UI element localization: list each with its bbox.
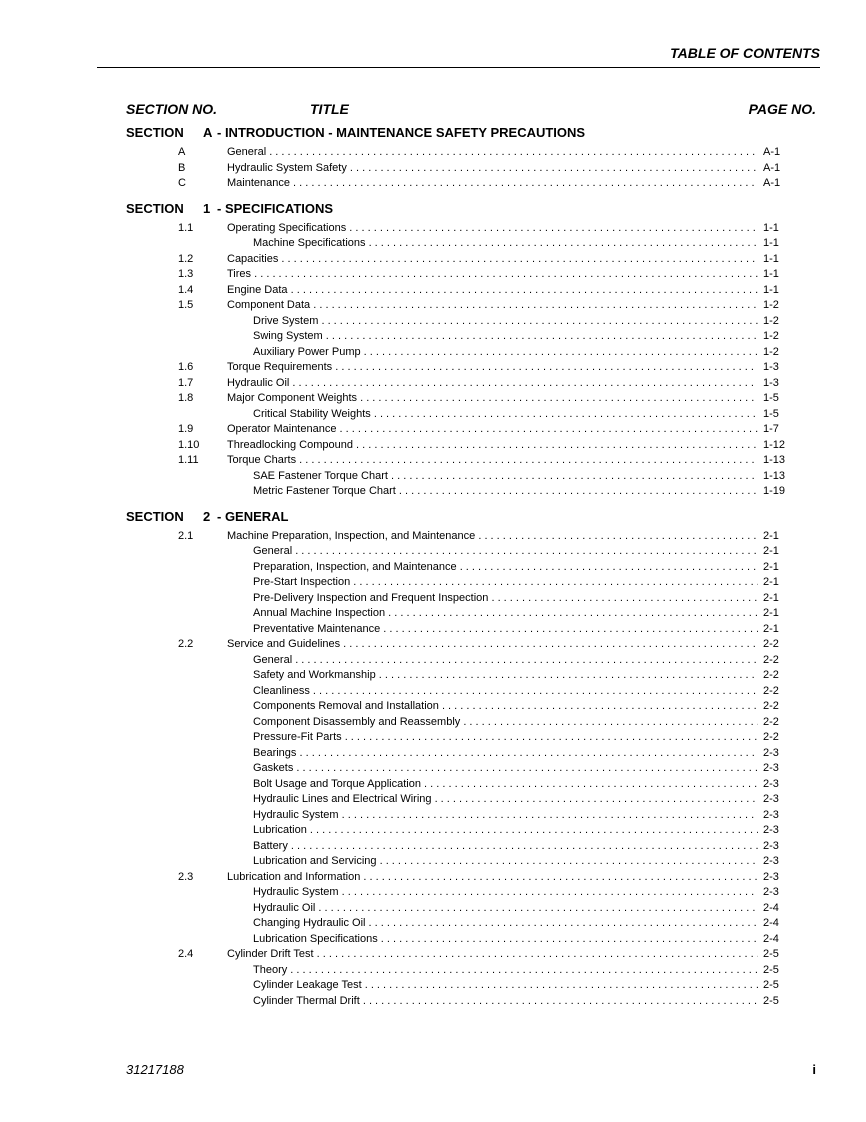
entry-page: 1-1 [763,268,779,280]
toc-entry[interactable] [0,699,866,715]
toc-entry[interactable] [0,438,866,454]
entry-title: Bearings . . . [253,747,758,759]
toc-entry[interactable] [0,761,866,777]
toc-entry[interactable] [0,453,866,469]
toc-entry[interactable] [0,161,866,177]
toc-entry[interactable] [0,963,866,979]
toc-entry[interactable] [0,314,866,330]
entry-page: 2-2 [763,638,779,650]
entry-page: A-1 [763,177,781,189]
entry-title: Engine Data . . . [227,284,758,296]
entry-number: 2.1 [178,529,194,542]
entry-title: General . . . [253,654,758,666]
entry-page: 2-2 [763,669,779,681]
entry-page: 2-5 [763,979,779,991]
entry-page: 1-3 [763,361,779,373]
entry-title: SAE Fastener Torque Chart . . . [253,470,758,482]
entry-number: 1.4 [178,283,194,296]
entry-title: Component Disassembly and Reassembly . . . [253,716,758,728]
entry-number: 2.3 [178,870,194,883]
entry-title: Annual Machine Inspection . . . [253,607,758,619]
toc-entry[interactable] [0,345,866,361]
entry-title: Hydraulic Oil . . . [253,902,758,914]
entry-title: Cylinder Leakage Test . . . [253,979,758,991]
entry-title: Hydraulic System . . . [253,886,758,898]
entry-title: Machine Preparation, Inspection, and Maintenance . . . [227,530,758,542]
entry-title: Battery . . . [253,840,758,852]
toc-entry[interactable] [0,469,866,485]
entry-number: 1.6 [178,361,194,373]
entry-page: 2-2 [763,684,779,697]
toc-entry[interactable] [0,145,866,161]
toc-entry[interactable] [0,947,866,963]
toc-entry[interactable] [0,606,866,622]
toc-entry[interactable] [0,994,866,1010]
toc-entry-list [0,145,866,192]
toc-entry[interactable] [0,730,866,746]
entry-page: 1-13 [763,469,786,482]
entry-page: 1-1 [763,237,779,249]
entry-number: B [178,161,186,174]
entry-number: 1.1 [178,221,194,234]
toc-entry[interactable] [0,932,866,948]
section-label: 1 [203,200,211,216]
column-header-section-no: SECTION NO. [126,101,218,117]
page-header-title: TABLE OF CONTENTS [670,45,820,61]
toc-entry[interactable] [0,715,866,731]
entry-page: 2-4 [763,932,779,945]
toc-entry[interactable] [0,653,866,669]
entry-title: Lubrication and Information . . . [227,871,758,883]
entry-title: Lubrication Specifications . . . [253,933,758,945]
entry-number: 1.5 [178,299,194,311]
toc-entry[interactable] [0,684,866,700]
toc-entry[interactable] [0,808,866,824]
toc-entry[interactable] [0,901,866,917]
entry-page: 2-3 [763,793,779,805]
toc-entry[interactable] [0,221,866,237]
section-title: - INTRODUCTION - MAINTENANCE SAFETY PRECAUTIONS [217,125,586,140]
page-number: i [812,1062,816,1077]
entry-page: 2-4 [763,917,779,929]
section-heading [0,198,866,218]
entry-title: Metric Fastener Torque Chart . . . [253,485,758,497]
entry-title: Changing Hydraulic Oil . . . [253,917,758,929]
column-header-title: TITLE [310,101,349,117]
entry-page: 2-3 [763,886,779,898]
entry-title: General . . . [227,146,758,158]
entry-title: Service and Guidelines . . . [227,638,758,650]
entry-page: 2-4 [763,901,779,914]
toc-entry[interactable] [0,407,866,423]
entry-title: Machine Specifications . . . [253,237,758,249]
entry-page: 2-1 [763,622,779,635]
toc-entry[interactable] [0,283,866,299]
toc-entry[interactable] [0,329,866,345]
entry-page: 1-5 [763,392,779,404]
entry-title: Preventative Maintenance . . . [253,623,758,635]
entry-title: Hydraulic System . . . [253,809,758,821]
entry-page: 2-3 [763,808,779,821]
entry-title: Component Data . . . [227,299,758,311]
entry-title: Hydraulic Lines and Electrical Wiring . . . [253,793,758,805]
entry-page: 2-5 [763,948,779,960]
toc-entry[interactable] [0,560,866,576]
entry-title: Hydraulic System Safety . . . [227,162,758,174]
entry-title: Threadlocking Compound . . . [227,439,758,451]
entry-page: 2-1 [763,545,779,557]
entry-title: Major Component Weights . . . [227,392,758,404]
toc-entry[interactable] [0,484,866,500]
entry-title: Tires . . . [227,268,758,280]
entry-title: General . . . [253,545,758,557]
entry-number: 2.2 [178,638,194,650]
toc-entry[interactable] [0,176,866,192]
entry-title: Drive System . . . [253,315,758,327]
entry-page: 2-3 [763,746,779,759]
entry-title: Capacities . . . [227,253,758,265]
toc-entry[interactable] [0,839,866,855]
entry-title: Maintenance . . . [227,177,758,189]
toc-entry[interactable] [0,978,866,994]
entry-title: Preparation, Inspection, and Maintenance . . . [253,561,758,573]
entry-title: Torque Charts . . . [227,454,758,466]
entry-page: 2-3 [763,762,779,774]
entry-title: Pressure-Fit Parts . . . [253,731,758,743]
toc-entry[interactable] [0,885,866,901]
toc-entry[interactable] [0,854,866,870]
entry-title: Cleanliness . . . [253,685,758,697]
toc-entry[interactable] [0,376,866,392]
entry-number: 1.3 [178,268,194,280]
entry-number: 1.7 [178,376,194,389]
entry-title: Torque Requirements . . . [227,361,758,373]
toc-entry-list [0,529,866,1010]
entry-title: Cylinder Thermal Drift . . . [253,995,758,1007]
entry-title: Bolt Usage and Torque Application . . . [253,778,758,790]
toc-entry[interactable] [0,544,866,560]
entry-page: 2-3 [763,839,779,852]
entry-page: 2-1 [763,560,779,573]
entry-page: 2-3 [763,855,779,867]
entry-page: 1-19 [763,485,786,497]
entry-number: A [178,146,186,158]
toc-entry[interactable] [0,591,866,607]
entry-page: 2-1 [763,591,779,604]
entry-title: Theory . . . [253,964,758,976]
entry-page: A-1 [763,161,781,174]
entry-number: 1.8 [178,392,194,404]
column-header-page-no: PAGE NO. [748,101,816,117]
section-heading [0,506,866,526]
entry-title: Operator Maintenance . . . [227,423,758,435]
entry-page: 1-5 [763,407,779,420]
entry-page: 2-2 [763,653,779,666]
entry-title: Auxiliary Power Pump . . . [253,346,758,358]
entry-title: Operating Specifications . . . [227,222,758,234]
entry-page: 2-1 [763,529,779,542]
entry-page: 1-2 [763,299,779,311]
entry-page: 2-3 [763,870,779,883]
entry-number: 1.2 [178,252,194,265]
entry-title: Pre-Start Inspection . . . [253,576,758,588]
entry-page: 1-2 [763,314,779,327]
section-label: A [203,125,213,140]
entry-title: Safety and Workmanship . . . [253,669,758,681]
section-word: SECTION [126,200,184,216]
entry-page: 1-2 [763,330,779,342]
toc-entry[interactable] [0,637,866,653]
entry-title: Components Removal and Installation . . . [253,700,758,712]
entry-number: 1.10 [178,438,200,451]
toc-entry[interactable] [0,792,866,808]
toc-entry[interactable] [0,298,866,314]
entry-page: 1-1 [763,221,779,234]
section-label: 2 [203,508,211,524]
toc-entry[interactable] [0,870,866,886]
toc-entry[interactable] [0,622,866,638]
entry-title: Lubrication . . . [253,824,758,836]
toc-entry[interactable] [0,422,866,438]
entry-title: Lubrication and Servicing . . . [253,855,758,867]
entry-number: 1.11 [178,454,199,466]
entry-page: 2-3 [763,777,779,790]
entry-page: 2-2 [763,700,779,712]
section-word: SECTION [126,508,184,524]
toc-entry[interactable] [0,529,866,545]
entry-page: 2-2 [763,715,779,728]
entry-title: Critical Stability Weights . . . [253,408,758,420]
toc-entry[interactable] [0,916,866,932]
entry-title: Swing System . . . [253,330,758,342]
entry-page: 1-7 [763,423,779,435]
entry-page: 2-1 [763,576,779,588]
toc-entry[interactable] [0,360,866,376]
toc-entry[interactable] [0,236,866,252]
document-number: 31217188 [126,1062,184,1077]
section-title: - SPECIFICATIONS [217,200,334,216]
entry-page: 1-1 [763,283,779,296]
entry-title: Gaskets . . . [253,762,758,774]
toc-entry[interactable] [0,668,866,684]
entry-number: 2.4 [178,948,194,960]
section-word: SECTION [126,125,184,140]
entry-page: 2-5 [763,963,779,976]
entry-number: 1.9 [178,423,194,435]
entry-title: Hydraulic Oil . . . [227,377,758,389]
entry-page: 1-3 [763,376,779,389]
entry-page: 1-2 [763,345,779,358]
toc-entry[interactable] [0,777,866,793]
entry-page: 2-3 [763,824,779,836]
toc-entry[interactable] [0,746,866,762]
entry-page: 2-1 [763,607,779,619]
section-heading [0,122,866,142]
entry-page: A-1 [763,146,781,158]
entry-number: C [178,177,186,189]
entry-page: 1-1 [763,252,779,265]
entry-title: Cylinder Drift Test . . . [227,948,758,960]
table-of-contents [0,122,866,1013]
toc-entry[interactable] [0,267,866,283]
section-title: - GENERAL [217,508,289,524]
toc-entry-list [0,221,866,500]
header-rule [97,67,820,68]
entry-title: Pre-Delivery Inspection and Frequent Inspection . . . [253,592,758,604]
entry-page: 1-13 [763,454,786,466]
entry-page: 2-5 [763,994,779,1007]
entry-page: 2-2 [763,731,779,743]
toc-entry[interactable] [0,391,866,407]
toc-entry[interactable] [0,252,866,268]
toc-entry[interactable] [0,575,866,591]
entry-page: 1-12 [763,438,786,451]
toc-entry[interactable] [0,823,866,839]
